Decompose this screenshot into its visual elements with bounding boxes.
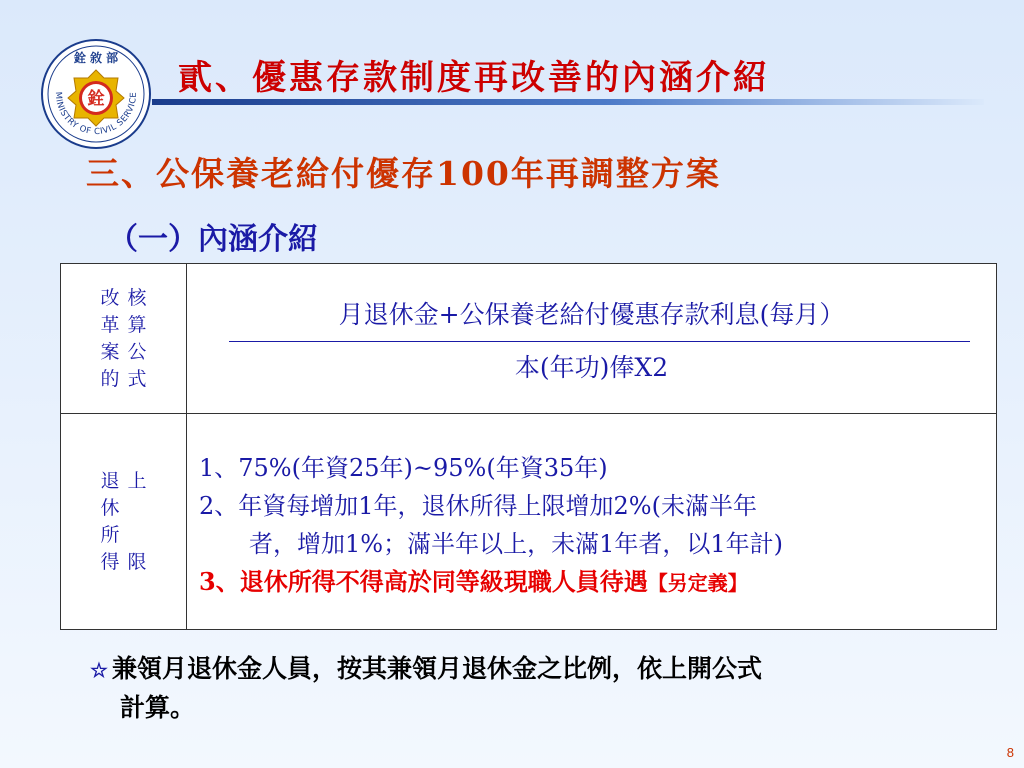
limit-item-3	[199, 563, 996, 602]
label-char: 公	[127, 340, 147, 363]
limits-label-cell	[61, 414, 187, 630]
title-underline	[152, 99, 984, 105]
label-char: 革	[100, 313, 120, 336]
limit-item-2-line-2: 者，增加1%；滿半年以上，未滿1年者，以1年計)	[249, 530, 783, 558]
formula-numerator: 月退休金+公保養老給付優惠存款利息(每月）	[338, 300, 845, 329]
label-char: 的	[100, 367, 120, 390]
limit-item-3-text: 3、退休所得不得高於同等級現職人員待遇	[199, 567, 648, 596]
label-char: 得	[100, 550, 120, 573]
formula-cell	[187, 264, 997, 414]
label-char: 案	[100, 340, 120, 363]
formula-table	[60, 263, 997, 630]
logo-center-char: 銓	[87, 89, 105, 109]
label-char: 退	[100, 469, 120, 492]
note-line-2: 計算。	[120, 693, 196, 722]
label-char: 式	[127, 367, 147, 390]
label-char: 核	[127, 286, 147, 309]
note	[90, 650, 970, 727]
limits-list	[187, 441, 996, 602]
label-char: 休	[100, 496, 120, 519]
limit-item-1: 1、75%(年資25年)~95%(年資35年)	[199, 454, 608, 482]
limits-cell	[187, 414, 997, 630]
limits-label-col-right	[128, 468, 147, 576]
section-heading: （一）內涵介紹	[108, 222, 318, 257]
page-number: 8	[1006, 745, 1014, 760]
formula-label-col-left	[100, 285, 119, 393]
star-outline-icon: ☆	[90, 658, 108, 682]
limits-label	[61, 468, 186, 576]
formula-fraction	[187, 285, 996, 392]
limit-item-2-line-1: 2、年資每增加1年，退休所得上限增加2%(未滿半年	[199, 492, 757, 520]
subtitle: 三、公保養老給付優存100年再調整方案	[86, 154, 721, 193]
limits-label-col-left	[100, 468, 119, 576]
formula-denominator: 本(年功)俸X2	[514, 353, 669, 382]
formula-label-cell	[61, 264, 187, 414]
label-char: 所	[100, 523, 120, 546]
note-line-1	[90, 650, 970, 689]
formula-label	[61, 285, 186, 393]
table-row-limits	[61, 414, 997, 630]
label-char: 限	[127, 550, 147, 573]
label-char: 上	[127, 469, 147, 492]
logo-ring-text: MINISTRY OF CIVIL SERVICE	[52, 91, 140, 138]
label-char: 算	[127, 313, 147, 336]
logo-top-text: 銓 敘 部	[73, 51, 119, 65]
limit-item-3-tag: 【另定義】	[647, 571, 748, 595]
table-row-formula	[61, 264, 997, 414]
label-char: 改	[100, 286, 120, 309]
page-title: 貳、優惠存款制度再改善的內涵介紹	[178, 58, 770, 98]
formula-label-col-right	[128, 285, 147, 393]
ministry-logo	[40, 38, 152, 150]
note-line-1-text: 兼領月退休金人員，按其兼領月退休金之比例，依上開公式	[111, 654, 762, 683]
